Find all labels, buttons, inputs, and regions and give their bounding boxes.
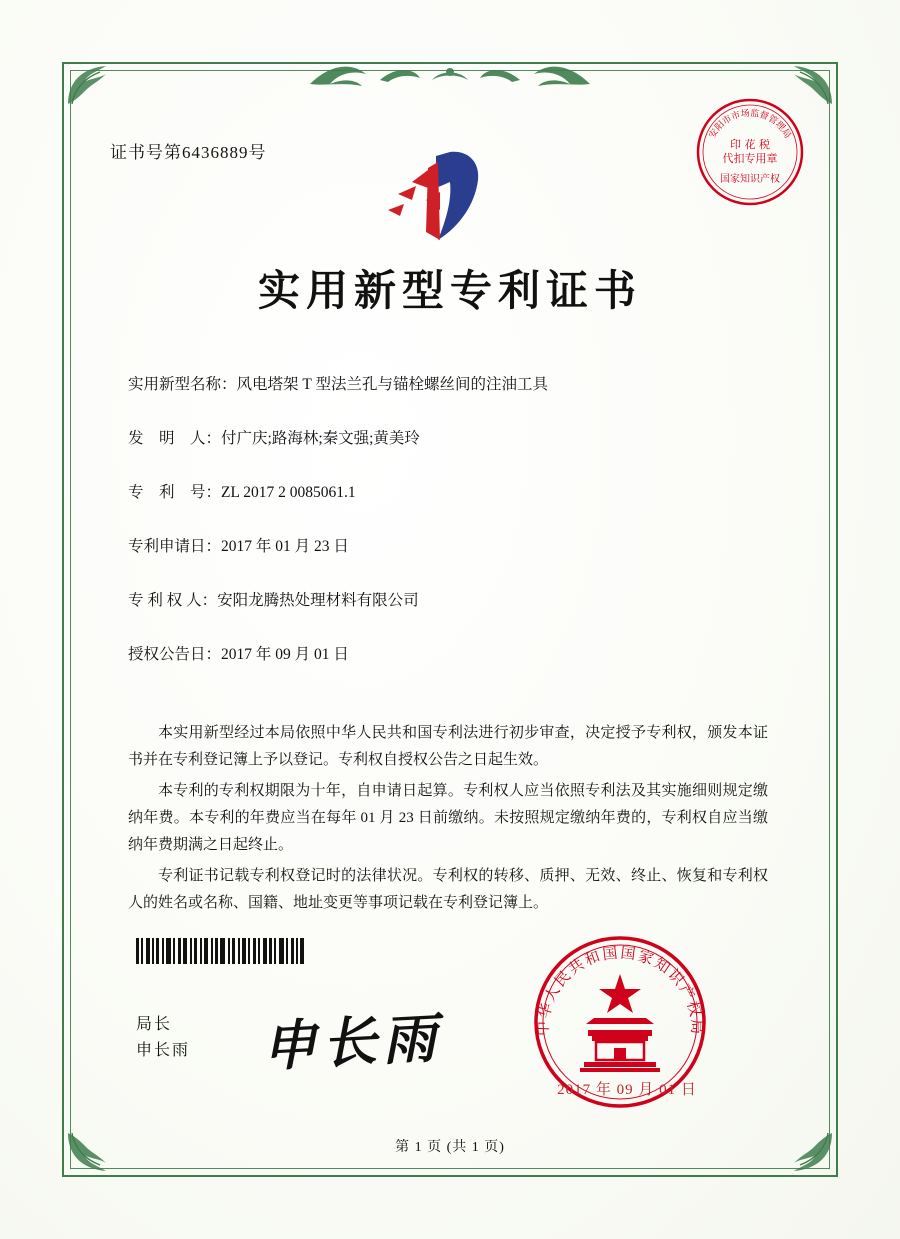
tax-stamp-seal [694, 96, 806, 208]
field-row [128, 480, 768, 502]
field-row [128, 372, 768, 394]
body-text [128, 720, 768, 921]
body-paragraph: 本实用新型经过本局依照中华人民共和国专利法进行初步审查，决定授予专利权，颁发本证书并在专利登记簿上予以登记。专利权自授权公告之日起生效。 [128, 725, 768, 768]
svg-text:国家知识产权: 国家知识产权 [720, 174, 780, 185]
field-label: 授权公告日： [128, 646, 222, 663]
top-vine-ornament-icon [300, 58, 600, 92]
body-paragraph: 专利证书记载专利权登记时的法律状况。专利权的转移、质押、无效、终止、恢复和专利权人的姓名或名称、国籍、地址变更等事项记载在专利登记簿上。 [128, 868, 768, 911]
svg-text:安阳市市场监督管理局: 安阳市市场监督管理局 [707, 108, 793, 141]
director-title-label: 局长 [136, 1016, 173, 1033]
field-value: 2017 年 01 月 23 日 [221, 538, 349, 555]
director-name-label: 申长雨 [136, 1042, 191, 1059]
field-label: 发 明 人： [128, 430, 222, 447]
handwritten-signature: 申长雨 [260, 1005, 444, 1079]
page-title: 实用新型专利证书 [257, 266, 642, 315]
patent-office-logo-icon [382, 148, 492, 248]
svg-text:印 花 税: 印 花 税 [730, 138, 770, 151]
corner-flourish-icon [66, 64, 128, 106]
field-value: 安阳龙腾热处理材料有限公司 [217, 592, 419, 609]
field-value: ZL 2017 2 0085061.1 [221, 484, 356, 501]
barcode [136, 938, 358, 964]
field-value: 2017 年 09 月 01 日 [221, 646, 349, 663]
page-footer: 第 1 页 (共 1 页) [395, 1140, 505, 1155]
field-value: 付广庆;路海林;秦文强;黄美玲 [221, 430, 420, 447]
field-row [128, 642, 768, 664]
field-label: 专 利 号： [128, 484, 222, 501]
field-value: 风电塔架 T 型法兰孔与锚栓螺丝间的注油工具 [236, 376, 548, 393]
field-label: 专利申请日： [128, 538, 222, 555]
certificate-number: 证书号第6436889号 [110, 143, 267, 162]
svg-text:中华人民共和国国家知识产权局: 中华人民共和国国家知识产权局 [533, 943, 707, 1037]
field-list [128, 372, 768, 696]
field-row [128, 534, 768, 556]
seal-date: 2017 年 09 月 01 日 [557, 1082, 697, 1098]
field-label: 实用新型名称： [128, 376, 237, 393]
field-label: 专 利 权 人： [128, 592, 218, 609]
body-paragraph: 本专利的专利权期限为十年，自申请日起算。专利权人应当依照专利法及其实施细则规定缴纳年费。本专利的年费应当在每年 01 月 23 日前缴纳。未按照规定缴纳年费的，专利权自应当缴纳年费期满之日起终止。 [128, 783, 768, 853]
field-row [128, 588, 768, 610]
signature-labels [136, 1012, 190, 1064]
svg-text:代扣专用章: 代扣专用章 [722, 152, 778, 165]
field-row [128, 426, 768, 448]
